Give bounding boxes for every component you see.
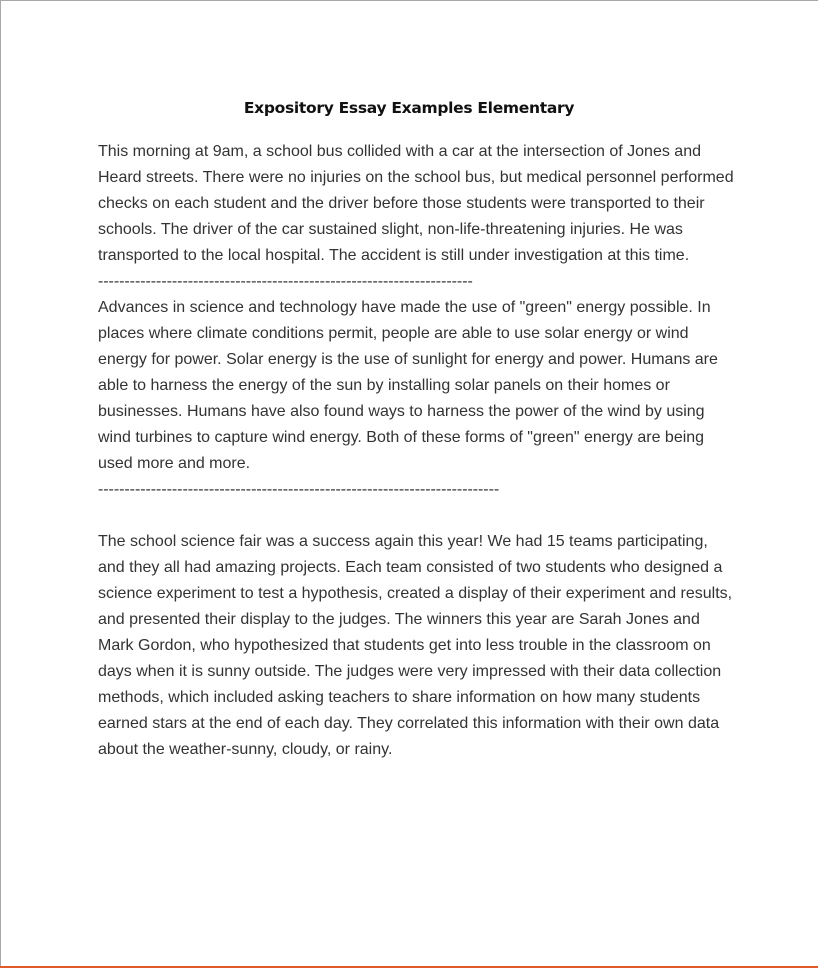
page-border-left xyxy=(0,0,1,966)
separator-line: ----------------------------------------------------------------------- xyxy=(98,273,473,290)
paragraph-science-fair: The school science fair was a success again this year! We had 15 teams participating, and they all had amazing projects. Each team consisted of two students who designed a science experiment to test a hypothesis, created a display of their experiment and results, and presented their display to the judges. The winners this year are Sarah Jones and Mark Gordon, who hypothesized that students get into less trouble in the classroom on days when it is sunny outside. The judges were very impressed with their data collection methods, which included asking teachers to share information on how many students earned stars at the end of each day. They correlated this information with their own data about the weather-sunny, cloudy, or rainy. xyxy=(98,533,733,758)
blank-line xyxy=(98,503,738,529)
paragraph-green-energy: Advances in science and technology have made the use of "green" energy possible. In places where climate conditions permit, people are able to use solar energy or wind energy for power. Solar energy is the use of sunlight for energy and power. Humans are able to harness the energy of the sun by installing solar panels on their homes or businesses. Humans have also found ways to harness the power of the wind by using wind turbines to capture wind energy. Both of these forms of "green" energy are being used more and more. xyxy=(98,299,718,472)
separator-line: ---------------------------------------------------------------------------- xyxy=(98,481,500,498)
paragraph-bus-accident: This morning at 9am, a school bus collided with a car at the intersection of Jones and Heard streets. There were no injuries on the school bus, but medical personnel performed checks on each student and the driver before those students were transported to their schools. The driver of the car sustained slight, non-life-threatening injuries. He was transported to the local hospital. The accident is still under investigation at this time. xyxy=(98,143,734,264)
page-border-top xyxy=(0,0,818,1)
page-border-bottom xyxy=(0,966,818,968)
document-body xyxy=(98,139,738,763)
document-title: Expository Essay Examples Elementary xyxy=(243,99,575,117)
